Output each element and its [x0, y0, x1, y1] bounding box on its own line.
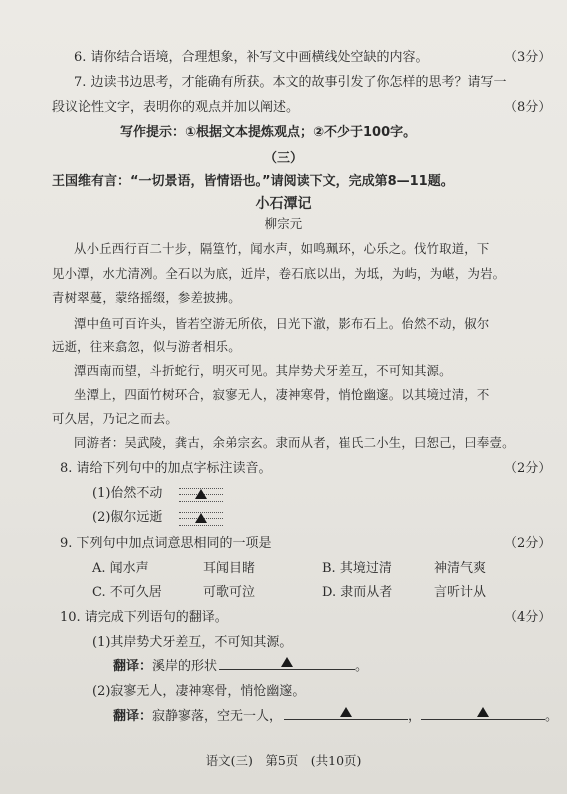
reading-intro: 王国维有言：“一切景语，皆情语也。”请阅读下文，完成第8—11题。 — [52, 174, 454, 189]
question-6-score: （3分） — [504, 50, 552, 65]
question-7-line1: 7. 边读书边思考，才能确有所获。本文的故事引发了你怎样的思考？请写一 — [74, 75, 507, 90]
translation-1-text: 溪岸的形状 — [152, 659, 218, 674]
question-10-score: （4分） — [504, 610, 552, 625]
translation-2-blank-1[interactable] — [284, 705, 408, 720]
answer-blank-2[interactable] — [179, 511, 223, 525]
option-a-compare: 耳闻目睹 — [203, 561, 256, 576]
option-d-compare: 言听计从 — [434, 585, 487, 600]
article-line-8: 可久居，乃记之而去。 — [52, 411, 178, 426]
question-7-score: （8分） — [504, 100, 552, 115]
article-line-9: 同游者：吴武陵，龚古，余弟宗玄。隶而从者，崔氏二小生，曰恕己，曰奉壹。 — [74, 435, 515, 450]
question-8: 8. 请给下列句中的加点字标注读音。 — [60, 461, 272, 476]
option-b-compare: 神清气爽 — [434, 561, 487, 576]
translation-1-label: 翻译： — [113, 659, 153, 674]
question-8-item-2 — [92, 506, 223, 525]
question-10: 10. 请完成下列语句的翻译。 — [60, 610, 228, 625]
translation-2-label: 翻译： — [113, 709, 153, 724]
article-line-7: 坐潭上，四面竹树环合，寂寥无人，凄神寒骨，悄怆幽邃。以其境过清，不 — [74, 387, 490, 402]
option-a: A. 闻水声 — [92, 561, 149, 576]
section-heading: （三） — [263, 151, 303, 166]
article-line-4: 潭中鱼可百许头，皆若空游无所依，日光下澈，影布石上。佁然不动，俶尔 — [74, 316, 490, 331]
writing-tip-text: 写作提示：①根据文本提炼观点；②不少于100字。 — [120, 125, 417, 140]
option-d: D. 隶而从者 — [322, 585, 393, 600]
question-6: 6. 请你结合语境，合理想象，补写文中画横线处空缺的内容。 — [74, 50, 429, 65]
page-footer: 语文(三) 第5页 (共10页) — [205, 753, 362, 768]
translation-2-text: 寂静寥落，空无一人， — [152, 709, 283, 724]
translation-2-period: 。 — [545, 709, 559, 724]
option-c-compare: 可歌可泣 — [203, 585, 256, 600]
question-7-line2: 段议论性文字，表明你的观点并加以阐述。 — [52, 100, 300, 115]
article-line-3: 青树翠蔓，蒙络摇缀，参差披拂。 — [52, 290, 241, 305]
article-line-1: 从小丘西行百二十步，隔篁竹，闻水声，如鸣珮环，心乐之。伐竹取道，下 — [74, 241, 490, 256]
question-8-item-1-text: (1)佁然不动 — [92, 486, 163, 501]
option-b: B. 其境过清 — [322, 561, 392, 576]
option-c: C. 不可久居 — [92, 585, 162, 600]
question-10-sentence-1: (1)其岸势犬牙差互，不可知其源。 — [92, 635, 293, 650]
question-8-item-1 — [92, 482, 223, 501]
question-8-score: （2分） — [504, 461, 552, 476]
article-title: 小石潭记 — [255, 196, 312, 212]
article-line-5: 远逝，往来翕忽，似与游者相乐。 — [52, 339, 241, 354]
answer-blank-1[interactable] — [179, 487, 223, 501]
question-10-sentence-2: (2)寂寥无人，凄神寒骨，悄怆幽邃。 — [92, 684, 306, 699]
question-9-score: （2分） — [504, 536, 552, 551]
translation-2-comma: ， — [408, 709, 422, 724]
translation-2-blank-2[interactable] — [421, 705, 545, 720]
translation-1-blank[interactable] — [219, 655, 355, 670]
translation-1 — [113, 655, 368, 674]
article-line-6: 潭西南而望，斗折蛇行，明灭可见。其岸势犬牙差互，不可知其源。 — [74, 363, 452, 378]
article-author: 柳宗元 — [264, 216, 303, 231]
article-line-2: 见小潭，水尤清冽。全石以为底，近岸，卷石底以出，为坻，为屿，为嵁，为岩。 — [52, 266, 506, 281]
question-8-item-2-text: (2)俶尔远逝 — [92, 510, 163, 525]
writing-tip — [120, 121, 416, 140]
translation-2 — [113, 705, 558, 724]
translation-1-period: 。 — [355, 659, 369, 674]
question-9: 9. 下列句中加点词意思相同的一项是 — [60, 536, 272, 551]
